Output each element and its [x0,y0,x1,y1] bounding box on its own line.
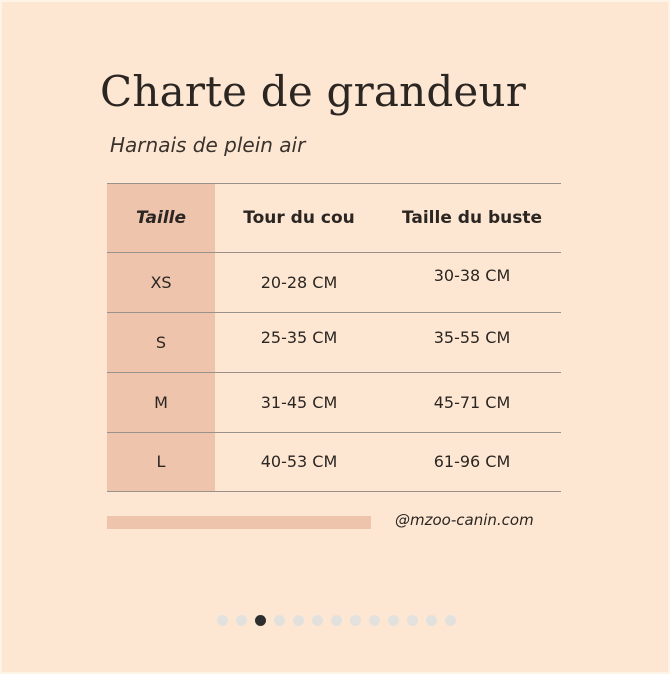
row-neck: 40-53 CM [260,452,338,471]
carousel-dot[interactable] [350,615,361,626]
row-chest: 35-55 CM [433,327,511,347]
carousel-dot[interactable] [217,615,228,626]
carousel-dot-active[interactable] [255,615,266,626]
row-size: M [154,392,168,412]
row-chest: 61-96 CM [433,452,511,471]
size-chart-card [2,2,668,672]
row-size: L [156,452,166,471]
carousel-dot[interactable] [274,615,285,626]
carousel-dot[interactable] [312,615,323,626]
header-chest: Taille du buste [401,207,543,228]
row-size: XS [150,272,172,292]
row-neck: 20-28 CM [260,272,338,292]
size-table [107,183,561,492]
carousel-dot[interactable] [426,615,437,626]
carousel-dot[interactable] [407,615,418,626]
row-chest: 30-38 CM [433,265,511,285]
carousel-dot[interactable] [369,615,380,626]
footer-accent-bar [107,516,371,529]
carousel-dot[interactable] [293,615,304,626]
carousel-dot[interactable] [445,615,456,626]
table-divider [107,491,561,492]
page-title: Charte de grandeur [100,67,526,116]
page-subtitle: Harnais de plein air [110,133,306,157]
row-chest: 45-71 CM [433,392,511,412]
row-neck: 25-35 CM [260,327,338,347]
website-handle: @mzoo-canin.com [395,511,534,529]
carousel-dot[interactable] [388,615,399,626]
carousel-dot[interactable] [236,615,247,626]
header-size: Taille [135,207,187,228]
carousel-pagination[interactable] [217,615,456,626]
row-size: S [155,332,167,352]
row-neck: 31-45 CM [260,392,338,412]
carousel-dot[interactable] [331,615,342,626]
header-neck: Tour du cou [243,207,355,228]
